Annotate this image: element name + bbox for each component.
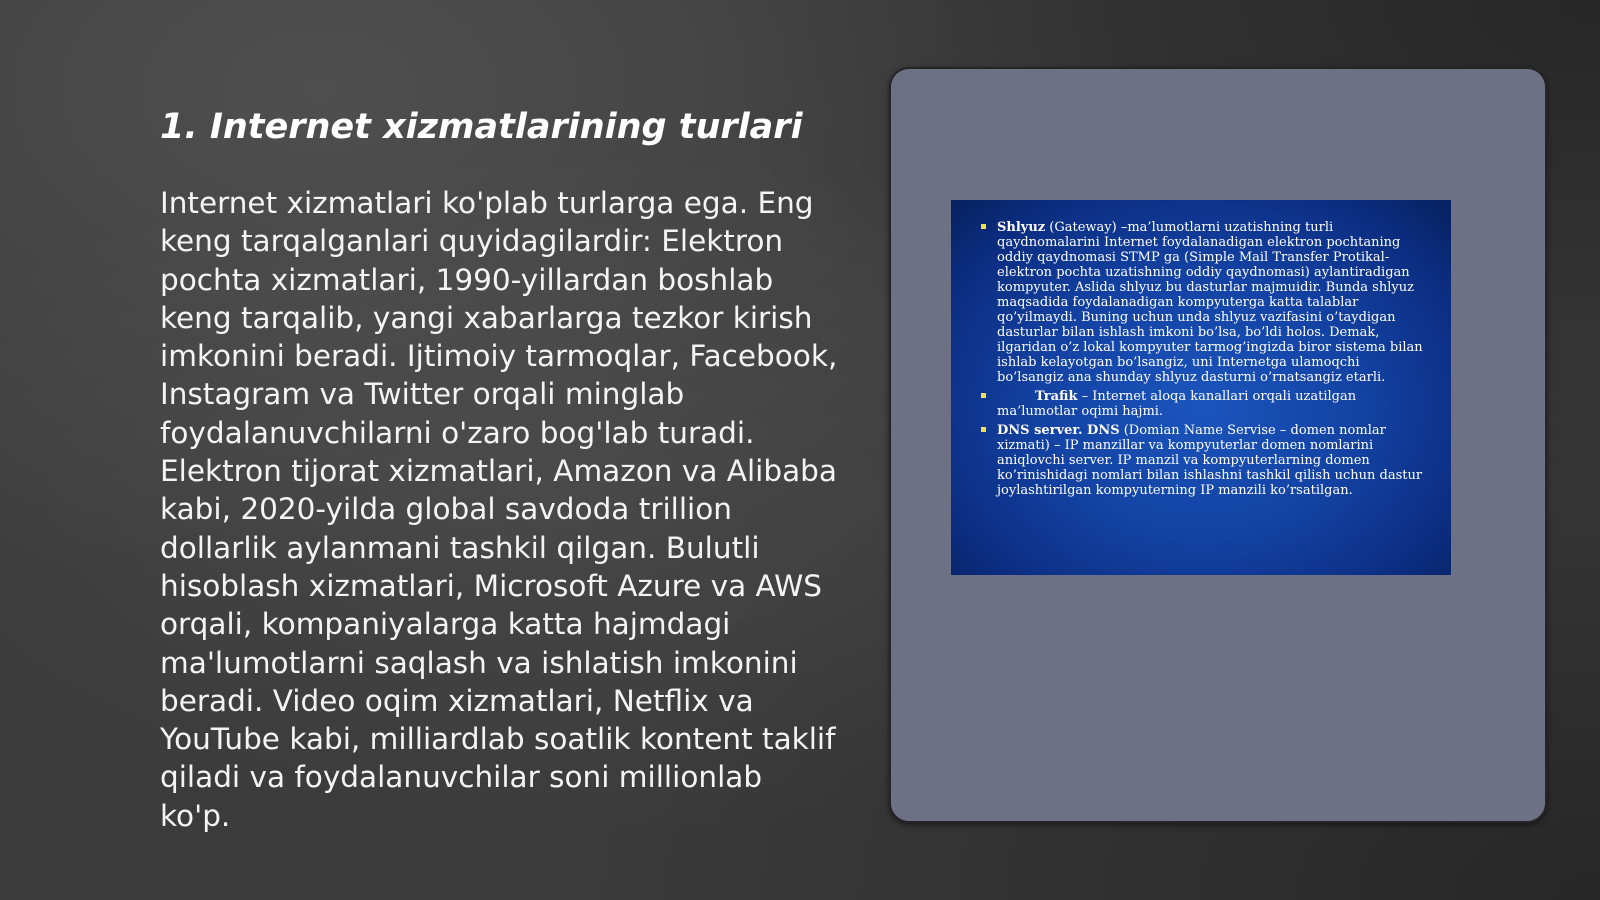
term-label: Shlyuz: [997, 220, 1046, 235]
list-item-shlyuz: [981, 220, 1425, 385]
slide-body-text: Internet xizmatlari ko'plab turlarga ega. Eng keng tarqalganlari quyidagilardir: Elektron pochta xizmatlari, 1990-yillardan boshlab keng tarqalib, yangi xabarlarga tezkor kirish imkonini beradi. Ijtimoiy tarmoqlar, Facebook, Instagram va Twitter orqali minglab foydalanuvchilarni o'zaro bog'lab turadi. Elektron tijorat xizmatlari, Amazon va Alibaba kabi, 2020-yilda global savdoda trillion dollarlik aylanmani tashkil qilgan. Bulutli hisoblash xizmatlari, Microsoft Azure va AWS orqali, kompaniyalarga katta hajmdagi ma'lumotlarni saqlash va ishlatish imkonini beradi. Video oqim xizmatlari, Netflix va YouTube kabi, milliardlab soatlik kontent taklif qiladi va foydalanuvchilar soni millionlab ko'p.: [160, 186, 838, 833]
term-description: (Gateway) –ma’lumotlarni uzatishning turli qaydnomalarini Internet foydalanadigan elektron pochtaning oddiy qaydnomasi STMP ga (Simple Mail Transfer Protikal-elektron pochta uzatishning oddiy qaydnomasi) aylantiradigan kompyuter. Aslida shlyuz bu dasturlar majmuidir. Bunda shlyuz maqsadida foydalanadigan kompyuterga katta talablar qo’yilmaydi. Buning uchun unda shlyuz vazifasini o’taydigan dasturlar bilan ishlash imkoni bo’lsa, bo’ldi holos. Demak, ilgaridan o’z lokal kompyuter tarmog’ingizda biror sistema bilan ishlab kelayotgan bo’lsangiz, uni Internetga ulamoqchi bo’lsangiz ana shunday shlyuz dasturni o’rnatsangiz etarli.: [997, 220, 1423, 385]
bullet-icon: [981, 427, 986, 432]
term-label: Trafik: [1035, 389, 1078, 404]
definition-list: [981, 220, 1425, 498]
slide-title: 1. Internet xizmatlarining turlari: [160, 107, 803, 147]
bullet-icon: [981, 224, 986, 229]
term-label: DNS server. DNS: [997, 423, 1120, 438]
list-item-dns: [981, 423, 1425, 498]
term-description: – Internet aloqa kanallari orqali uzatilgan ma’lumotlar oqimi hajmi.: [997, 389, 1357, 419]
term-description: (Domian Name Servise – domen nomlar xizmati) – IP manzillar va kompyuterlar domen nomlarini aniqlovchi server. IP manzil va kompyuterlarning domen ko’rinishidagi nomlari bilan ishlashni tashkil qilish uchun dastur joylashtirilgan kompyuterning IP manzili ko’rsatilgan.: [997, 423, 1423, 498]
bullet-icon: [981, 393, 986, 398]
list-item-trafik: [981, 389, 1425, 419]
embedded-slide-image: [951, 200, 1451, 575]
